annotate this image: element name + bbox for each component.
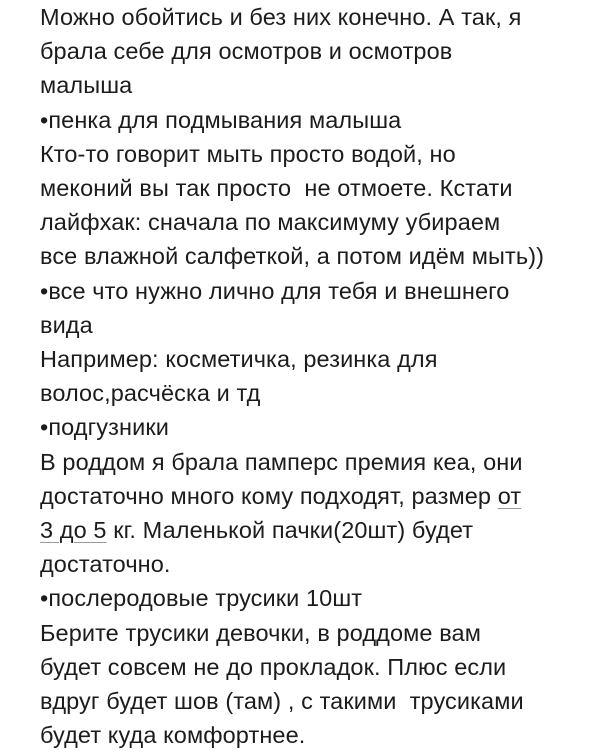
text-line: волос,расчёска и тд bbox=[40, 380, 261, 407]
text-segment: достаточно много кому подходят, размер bbox=[40, 482, 498, 509]
text-line: Можно обойтись и без них конечно. А так, я bbox=[40, 4, 522, 30]
text-line: все влажной салфеткой, а потом идём мыть)) bbox=[40, 243, 545, 270]
text-line: будет совсем не до прокладок. Плюс если bbox=[40, 653, 507, 680]
text-line: Берите трусики девочки, в роддоме вам bbox=[40, 619, 481, 646]
text-line: В роддом я брала памперс премия кеа, они bbox=[40, 448, 523, 475]
bullet-item-underwear: •послеродовые трусики 10шт bbox=[40, 585, 363, 612]
text-line: лайфхак: сначала по максимуму убираем bbox=[40, 209, 501, 236]
text-line: брала себе для осмотров и осмотров bbox=[40, 38, 453, 65]
bullet-item-foam: •пенка для подмывания малыша bbox=[40, 106, 402, 133]
text-line: меконий вы так просто не отмоете. Кстати bbox=[40, 175, 513, 202]
text-line: Например: косметичка, резинка для bbox=[40, 346, 438, 373]
text-line: достаточно. bbox=[40, 551, 171, 578]
text-line: вида bbox=[40, 311, 93, 338]
text-line: Кто-то говорит мыть просто водой, но bbox=[40, 140, 456, 167]
underlined-text: от bbox=[497, 482, 522, 509]
note-text bbox=[40, 0, 600, 752]
underlined-text: 3 до 5 bbox=[40, 517, 107, 544]
text-segment: кг. Маленькой пачки(20шт) будет bbox=[106, 517, 474, 544]
text-line: вдруг будет шов (там) , с такими трусиками bbox=[40, 688, 524, 715]
text-line bbox=[40, 479, 600, 513]
text-line: будет куда комфортнее. bbox=[40, 722, 306, 749]
text-line bbox=[40, 513, 600, 547]
bullet-item-diapers: •подгузники bbox=[40, 414, 169, 441]
bullet-item-personal: •все что нужно лично для тебя и внешнего bbox=[40, 277, 510, 304]
text-line: малыша bbox=[40, 72, 133, 99]
